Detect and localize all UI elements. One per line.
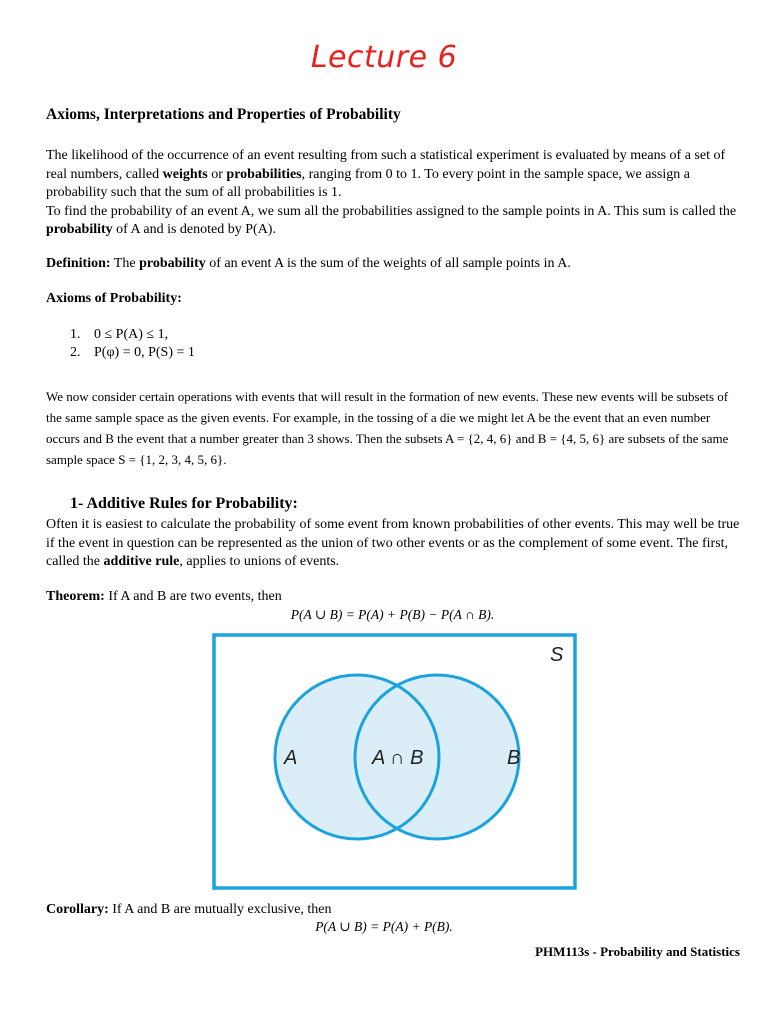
theorem	[46, 588, 746, 607]
intersection-label: A ∩ B	[372, 747, 424, 769]
venn-diagram	[212, 633, 579, 891]
set-a-label: A	[284, 747, 298, 769]
probability-term: probability	[46, 222, 113, 237]
additive-text: Often it is easiest to calculate the probability of some event from known probabilities of other events. This may well be true if the event in question can be represented as the union of two other events or as the complement of some event. The first, called the	[46, 517, 740, 569]
definition-the: The	[110, 256, 140, 271]
corollary	[46, 901, 746, 920]
corollary-formula: P(A ∪ B) = P(A) + P(B).	[315, 919, 453, 934]
additive-rules-paragraph	[46, 516, 746, 572]
axioms-list	[70, 326, 195, 362]
item-number: 2.	[70, 345, 81, 360]
theorem-text: If A and B are two events, then	[104, 589, 282, 604]
intro-text-2: To find the probability of an event A, we sum all the probabilities assigned to the sample points in A. This sum is called the	[46, 203, 737, 219]
definition-label: Definition:	[46, 256, 111, 271]
item-text: P(φ) = 0, P(S) = 1	[94, 345, 195, 360]
set-b-label: B	[507, 747, 521, 769]
page-footer: PHM113s - Probability and Statistics	[535, 944, 740, 959]
item-number: 1.	[70, 327, 81, 342]
intro-text-1: The likelihood of the occurrence of an event resulting from such a statistical experiment is evaluated by means of a set of real numbers, called	[46, 148, 726, 182]
weights-term: weights	[162, 166, 208, 182]
additive-text-2: , applies to unions of events.	[179, 554, 340, 569]
intro-text-1b: , ranging from 0 to 1. To every point in the sample space, we assign a probability such that the sum of all probabilities is 1.	[46, 166, 690, 200]
theorem-label: Theorem:	[46, 589, 105, 604]
corollary-label: Corollary:	[46, 902, 109, 917]
list-item	[70, 326, 195, 344]
sample-space-label: S	[550, 644, 564, 666]
operations-paragraph: We now consider certain operations with events that will result in the formation of new events. These new events will be subsets of the same sample space as the given events. For example, in the tossing of a die we might let A be the event that an even number occurs and B the event that a number greater than 3 shows. Then the subsets A = {2, 4, 6} and B = {4, 5, 6} are subsets of the same sample space S = {1, 2, 3, 4, 5, 6}.	[46, 389, 729, 467]
definition-term: probability	[139, 256, 206, 271]
definition	[46, 255, 746, 274]
item-text: 0 ≤ P(A) ≤ 1,	[94, 327, 169, 342]
definition-text: of an event A is the sum of the weights of all sample points in A.	[205, 256, 571, 271]
corollary-text: If A and B are mutually exclusive, then	[108, 902, 332, 917]
section-heading: Axioms, Interpretations and Properties of Probability	[46, 106, 401, 123]
intro-or: or	[207, 166, 227, 182]
axioms-heading: Axioms of Probability:	[46, 291, 182, 306]
probabilities-term: probabilities	[226, 166, 302, 182]
list-item	[70, 344, 195, 362]
page-title: Lecture 6	[310, 40, 458, 75]
intro-paragraph	[46, 147, 746, 240]
theorem-formula: P(A ∪ B) = P(A) + P(B) − P(A ∩ B).	[290, 607, 495, 622]
intro-text-2b: of A and is denoted by P(A).	[112, 222, 276, 237]
additive-rules-heading: 1- Additive Rules for Probability:	[70, 495, 298, 512]
additive-rule-term: additive rule	[103, 554, 180, 569]
